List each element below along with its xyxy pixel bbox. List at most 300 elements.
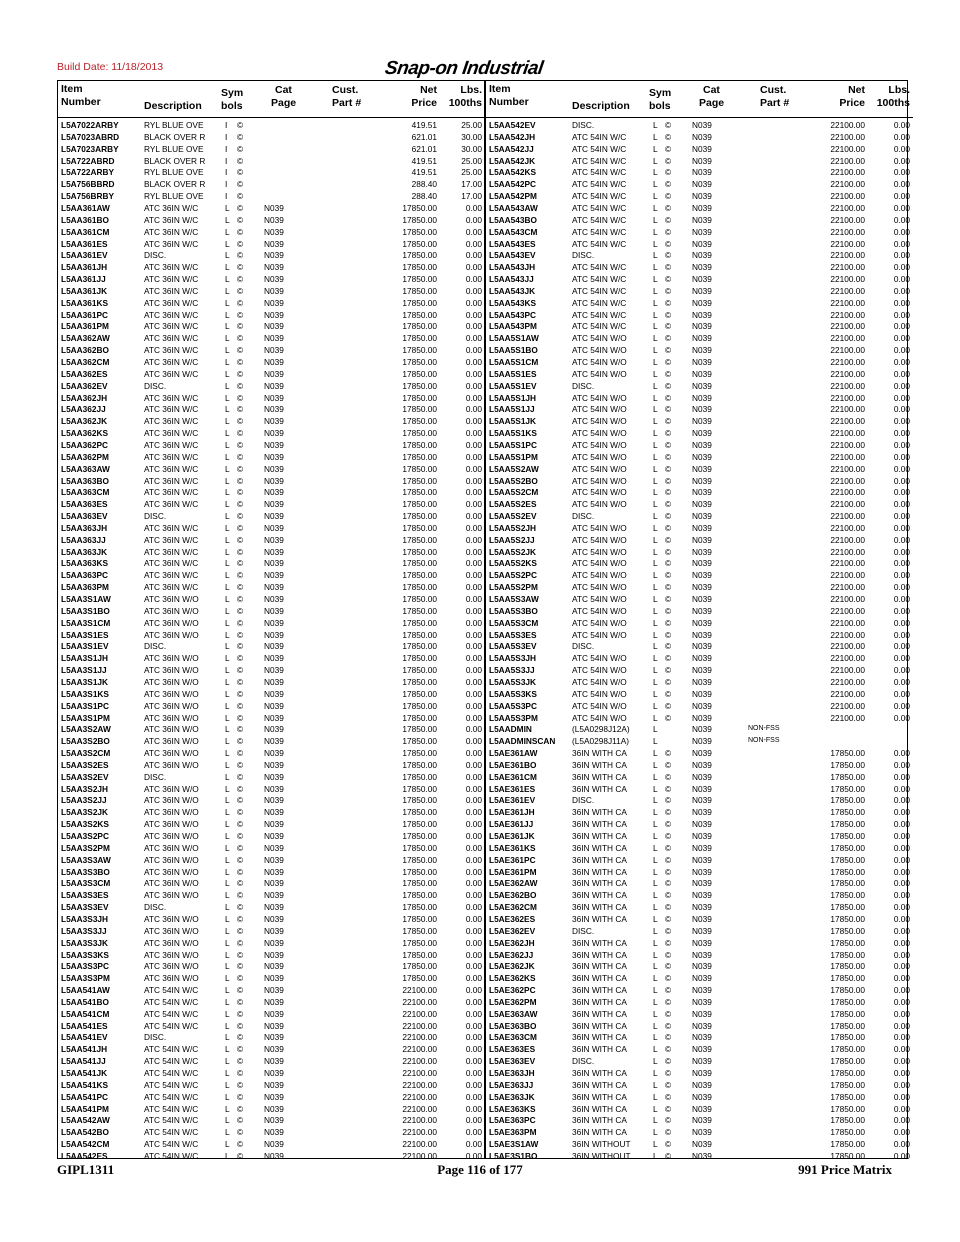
header-part: Part # [332,97,362,109]
cat-page: N039 [692,1139,712,1150]
description: ATC 36IN W/C [144,214,199,225]
description: ATC 36IN W/O [144,866,199,877]
table-row [58,131,485,143]
symbol-2: © [237,1091,244,1102]
cat-page: N039 [264,345,284,356]
net-price: 17850.00 [402,345,437,356]
cat-page: N039 [264,594,284,604]
table-row [486,273,913,285]
symbol-1: L [225,522,230,533]
cat-page: N039 [264,831,284,841]
weight-lbs: 0.00 [465,736,482,747]
net-price: 17850.00 [402,925,437,936]
symbol-2: © [665,937,672,948]
item-number: L5AA5S3ES [489,629,537,640]
weight-lbs: 0.00 [465,1079,482,1090]
symbol-1: L [653,1068,658,1078]
net-price: 17850.00 [830,985,865,996]
table-row [486,344,913,356]
table-row [486,332,913,344]
symbol-1: L [653,807,658,818]
weight-lbs: 17.00 [461,179,482,190]
symbol-1: L [225,949,230,960]
symbol-2: © [665,688,672,699]
symbol-2: © [665,546,672,557]
net-price: 17850.00 [830,878,865,889]
cat-page: N039 [264,274,284,285]
weight-lbs: 0.00 [893,641,910,652]
weight-lbs: 0.00 [465,961,482,972]
net-price: 22100.00 [830,617,865,628]
item-number: L5AE362BO [489,890,537,901]
description: 36IN WITH CA [572,937,627,948]
description: DISC. [572,641,595,652]
cat-page: N039 [692,285,712,296]
description: 36IN WITH CA [572,783,627,794]
description: ATC 54IN W/C [144,1056,199,1067]
net-price: 17850.00 [402,582,437,593]
cat-page: N039 [692,1020,712,1031]
item-number: L5AA541AW [61,985,110,996]
symbol-2: © [665,842,672,853]
table-row [486,1138,913,1150]
weight-lbs: 0.00 [893,226,910,237]
symbol-1: L [653,795,658,806]
table-row [58,190,485,202]
net-price: 17850.00 [402,676,437,687]
description: ATC 54IN W/C [572,143,627,154]
symbol-1: L [653,368,658,379]
weight-lbs: 0.00 [465,973,482,984]
net-price: 17850.00 [402,368,437,379]
cat-page: N039 [264,463,284,474]
net-price: 22100.00 [830,475,865,486]
symbol-1: L [225,712,230,723]
table-row [486,723,913,735]
symbol-2: © [237,191,244,202]
symbol-1: L [225,309,230,320]
table-row [58,332,485,344]
symbol-1: L [653,309,658,320]
table-row [486,1114,913,1126]
symbol-2: © [665,451,672,462]
table-row [58,546,485,558]
symbol-2: © [665,1079,672,1090]
weight-lbs: 0.00 [893,131,910,142]
description: ATC 36IN W/O [144,594,199,604]
description: ATC 36IN W/C [144,570,199,581]
item-number: L5AE362AW [489,878,538,889]
net-price: 22100.00 [830,487,865,498]
item-number: L5AE363ES [489,1044,536,1055]
symbol-1: L [653,333,658,344]
header-page: Page [699,97,725,109]
header-number: Number [489,96,529,108]
header-bols: bols [221,100,243,112]
brand-logo: Snap-on Industrial [383,58,545,79]
weight-lbs: 0.00 [893,866,910,877]
description: ATC 54IN W/O [572,522,627,533]
table-row [486,463,913,475]
table-row [486,178,913,190]
symbol-2: © [665,1020,672,1031]
item-number: L5AA362ES [61,368,108,379]
symbol-1: L [653,771,658,782]
item-number: L5AA5S3JK [489,676,537,687]
cat-page: N039 [264,724,284,735]
net-price: 17850.00 [830,890,865,901]
net-price: 22100.00 [830,641,865,652]
cust-part: NON-FSS [748,737,780,745]
description: 36IN WITH CA [572,866,627,877]
description: 36IN WITH CA [572,854,627,865]
symbol-2: © [237,404,244,415]
net-price: 22100.00 [830,428,865,439]
symbol-1: L [653,748,658,759]
item-number: L5AE362ES [489,913,536,924]
symbol-2: © [237,676,244,687]
symbol-1: L [225,819,230,830]
cat-page: N039 [264,392,284,403]
symbol-1: L [225,214,230,225]
cat-page: N039 [692,167,712,178]
description: 36IN WITH CA [572,949,627,960]
symbol-2: © [665,262,672,273]
symbol-2: © [665,392,672,403]
weight-lbs: 0.00 [893,1008,910,1019]
table-row [58,380,485,392]
symbol-1: L [225,226,230,237]
item-number: L5AA361CM [61,226,110,237]
table-row [58,605,485,617]
description: ATC 54IN W/O [572,357,627,367]
net-price: 22100.00 [830,605,865,616]
table-row [486,830,913,842]
table-row [58,403,485,415]
cat-page: N039 [692,736,712,747]
cat-page: N039 [692,594,712,604]
description: ATC 54IN W/C [572,262,627,273]
description: ATC 54IN W/C [144,1150,199,1161]
item-number: L5AA5S1PC [489,439,537,450]
table-row [58,119,485,131]
description: ATC 36IN W/C [144,321,199,332]
item-number: L5AA3S2JH [61,783,109,794]
description: DISC. [572,925,595,936]
symbol-2: © [237,274,244,285]
description: RYL BLUE OVE [144,167,204,178]
net-price: 17850.00 [402,274,437,285]
item-number: L5AA3S1PM [61,712,110,723]
cat-page: N039 [692,724,712,735]
net-price: 17850.00 [402,961,437,972]
item-number: L5AA5S1CM [489,357,539,367]
symbol-2: © [237,463,244,474]
weight-lbs: 0.00 [465,428,482,439]
net-price: 17850.00 [402,428,437,439]
item-number: L5AA361BO [61,214,109,225]
symbol-1: L [653,380,658,391]
symbol-1: L [653,819,658,830]
item-number: L5AA3S1BO [61,605,110,616]
item-number: L5AA542JJ [489,143,534,154]
symbol-1: L [653,428,658,439]
header-cat: Cat [703,84,720,96]
item-number: L5AA3S1PC [61,700,109,711]
description: ATC 54IN W/O [572,534,627,545]
table-row [58,830,485,842]
symbol-2: © [665,1139,672,1150]
item-number: L5AA362PC [61,439,109,450]
item-number: L5AA543CM [489,226,538,237]
table-row [486,854,913,866]
symbol-2: © [665,1008,672,1019]
symbol-2: © [237,522,244,533]
description: ATC 54IN W/O [572,688,627,699]
weight-lbs: 0.00 [465,913,482,924]
weight-lbs: 0.00 [893,819,910,830]
item-number: L5AA5S3EV [489,641,537,652]
description: ATC 54IN W/O [572,345,627,356]
weight-lbs: 0.00 [465,522,482,533]
description: ATC 36IN W/C [144,558,199,569]
table-row [486,984,913,996]
table-row [486,143,913,155]
item-number: L5AA5S3CM [489,617,539,628]
description: ATC 36IN W/O [144,807,199,818]
item-number: L5AA541ES [61,1020,108,1031]
net-price: 17850.00 [830,819,865,830]
cat-page: N039 [692,1056,712,1067]
weight-lbs: 0.00 [893,179,910,190]
header-part: Part # [760,97,790,109]
symbol-1: L [653,522,658,533]
item-number: L5A722ABRD [61,155,115,166]
table-row [58,344,485,356]
symbol-1: L [653,1103,658,1114]
description: 36IN WITHOUT [572,1139,631,1150]
cat-page: N039 [692,665,712,676]
description: ATC 36IN W/O [144,605,199,616]
symbol-2: © [237,214,244,225]
item-number: L5AA3S2PM [61,842,110,853]
weight-lbs: 0.00 [465,1091,482,1102]
item-number: L5AA361EV [61,250,108,261]
net-price: 17850.00 [830,1044,865,1055]
symbol-2: © [665,605,672,616]
symbol-1: L [653,120,658,130]
symbol-2: © [665,665,672,676]
item-number: L5AA543JH [489,262,536,273]
table-row [58,1150,485,1162]
table-row [486,534,913,546]
description: ATC 36IN W/O [144,665,199,676]
description: ATC 54IN W/O [572,392,627,403]
weight-lbs: 0.00 [465,890,482,901]
symbol-2: © [237,878,244,889]
item-number: L5AA543PC [489,309,537,320]
item-number: L5AA361JK [61,285,108,296]
symbol-1: L [225,238,230,249]
symbol-2: © [237,546,244,557]
description: RYL BLUE OVE [144,120,204,130]
symbol-1: L [225,985,230,996]
symbol-2: © [237,499,244,510]
description: 36IN WITH CA [572,1044,627,1055]
net-price: 17850.00 [402,653,437,664]
net-price: 17850.00 [830,1127,865,1138]
cat-page: N039 [264,1008,284,1019]
table-row [58,664,485,676]
cat-page: N039 [264,1068,284,1078]
table-row [486,640,913,652]
net-price: 17850.00 [402,902,437,913]
weight-lbs: 0.00 [465,1056,482,1067]
symbol-2: © [237,996,244,1007]
weight-lbs: 0.00 [893,1032,910,1043]
symbol-1: L [225,878,230,889]
cat-page: N039 [692,345,712,356]
symbol-2: © [665,487,672,498]
weight-lbs: 0.00 [893,902,910,913]
table-row [58,759,485,771]
cat-page: N039 [692,866,712,877]
symbol-2: © [237,120,244,130]
symbol-2: © [237,262,244,273]
cat-page: N039 [692,1044,712,1055]
symbol-1: I [225,120,228,130]
table-row [486,166,913,178]
weight-lbs: 0.00 [465,1068,482,1078]
symbol-2: © [665,202,672,213]
symbol-1: L [225,937,230,948]
cat-page: N039 [692,238,712,249]
cat-page: N039 [264,854,284,865]
table-row [58,273,485,285]
cat-page: N039 [692,570,712,581]
item-number: L5AA543AW [489,202,538,213]
symbol-1: L [225,1115,230,1126]
weight-lbs: 0.00 [893,439,910,450]
cat-page: N039 [692,522,712,533]
symbol-2: © [665,676,672,687]
item-number: L5AA541EV [61,1032,108,1043]
item-number: L5AA363EV [61,511,108,522]
symbol-1: L [653,1008,658,1019]
symbol-2: © [665,357,672,367]
symbol-1: L [653,961,658,972]
symbol-2: © [665,463,672,474]
symbol-2: © [237,748,244,759]
weight-lbs: 0.00 [465,854,482,865]
weight-lbs: 0.00 [465,748,482,759]
table-row [486,842,913,854]
table-row [486,712,913,724]
weight-lbs: 0.00 [465,511,482,522]
net-price: 17850.00 [830,925,865,936]
cat-page: N039 [692,831,712,841]
symbol-2: © [237,534,244,545]
description: ATC 54IN W/C [572,191,627,202]
symbol-1: L [653,902,658,913]
symbol-1: L [653,262,658,273]
table-row [58,1020,485,1032]
footer-doc-id: GIPL1311 [57,1162,115,1177]
symbol-1: L [225,1150,230,1161]
weight-lbs: 25.00 [461,155,482,166]
table-row [58,202,485,214]
table-row [58,486,485,498]
symbol-2: © [665,1032,672,1043]
symbol-2: © [665,866,672,877]
cat-page: N039 [264,902,284,913]
symbol-2: © [665,748,672,759]
cat-page: N039 [692,380,712,391]
description: ATC 54IN W/C [572,155,627,166]
net-price: 17850.00 [402,392,437,403]
symbol-1: L [653,475,658,486]
item-number: L5AA3S2JJ [61,795,107,806]
symbol-1: L [653,226,658,237]
symbol-2: © [665,238,672,249]
table-row [486,889,913,901]
symbol-1: L [225,499,230,510]
table-header-left [58,81,485,118]
description: ATC 54IN W/O [572,570,627,581]
symbol-2: © [665,925,672,936]
item-number: L5AE363BO [489,1020,537,1031]
item-number: L5AE363KS [489,1103,536,1114]
symbol-1: L [653,487,658,498]
table-row [486,202,913,214]
description: (L5A0298J12A) [572,724,630,735]
symbol-2: © [237,807,244,818]
item-number: L5AA3S2PC [61,831,109,841]
symbol-1: L [225,1044,230,1055]
weight-lbs: 0.00 [893,238,910,249]
symbol-1: L [653,250,658,261]
weight-lbs: 0.00 [893,392,910,403]
cat-page: N039 [264,570,284,581]
weight-lbs: 0.00 [893,842,910,853]
weight-lbs: 0.00 [893,345,910,356]
description: ATC 36IN W/C [144,428,199,439]
description: ATC 36IN W/O [144,819,199,830]
symbol-2: © [237,594,244,604]
weight-lbs: 0.00 [465,238,482,249]
table-body-right [486,119,913,1159]
table-row [58,1126,485,1138]
weight-lbs: 0.00 [893,1139,910,1150]
description: 36IN WITH CA [572,1008,627,1019]
item-number: L5AE362JK [489,961,535,972]
description: DISC. [572,1056,595,1067]
cat-page: N039 [264,1139,284,1150]
item-number: L5AA363KS [61,558,109,569]
symbol-1: L [653,202,658,213]
cat-page: N039 [264,996,284,1007]
weight-lbs: 0.00 [893,380,910,391]
table-row [486,498,913,510]
weight-lbs: 0.00 [893,262,910,273]
net-price: 22100.00 [830,214,865,225]
description: ATC 54IN W/C [144,1008,199,1019]
table-row [486,925,913,937]
symbol-2: © [665,1044,672,1055]
table-row [58,783,485,795]
net-price: 22100.00 [830,546,865,557]
symbol-1: L [653,676,658,687]
